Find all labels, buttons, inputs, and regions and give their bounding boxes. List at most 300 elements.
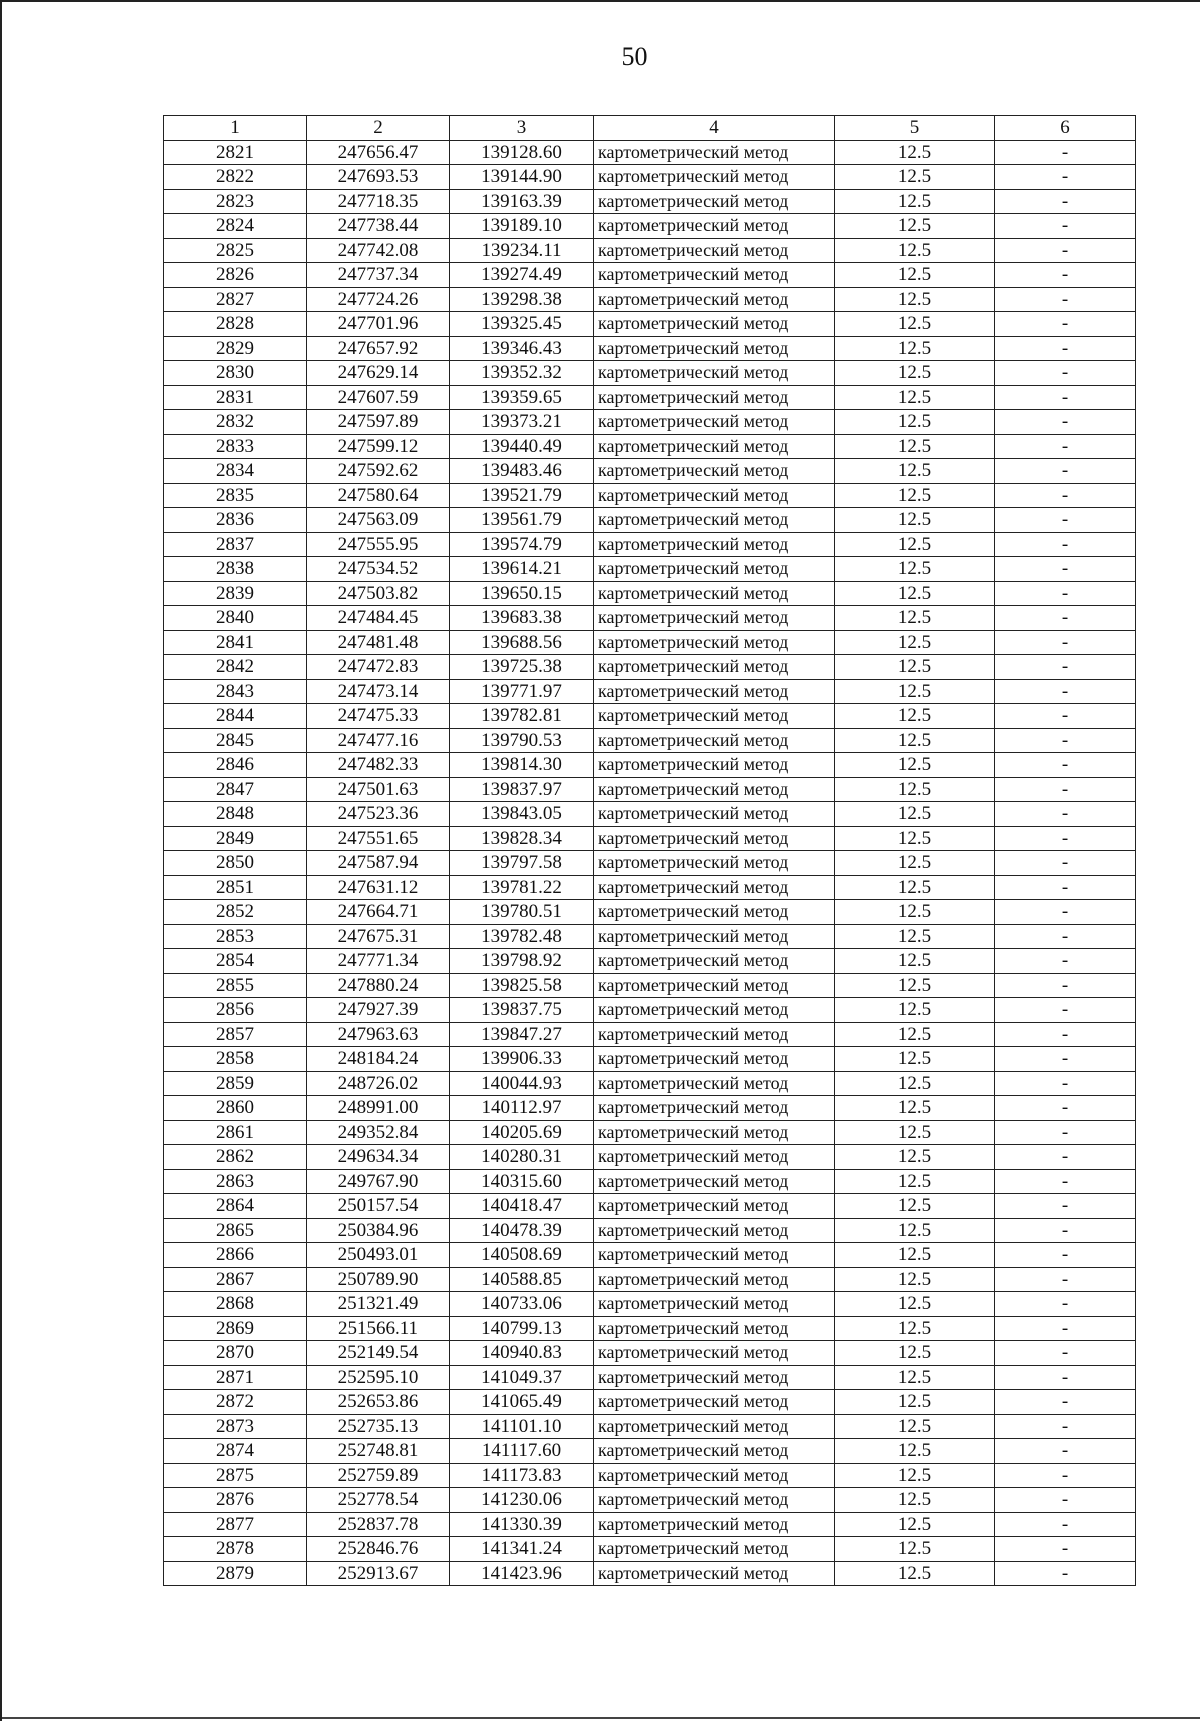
cell-coord-y: 139780.51 [450,900,594,925]
cell-point-number: 2829 [164,336,307,361]
table-row [164,214,1136,239]
table-row [164,777,1136,802]
cell-coord-y: 139782.81 [450,704,594,729]
table-row [164,1390,1136,1415]
coordinates-table [163,115,1136,1586]
cell-note: - [995,655,1136,680]
table-row [164,1096,1136,1121]
cell-point-number: 2839 [164,581,307,606]
cell-coord-y: 140588.85 [450,1267,594,1292]
cell-method: картометрический метод [594,1243,835,1268]
cell-note: - [995,826,1136,851]
cell-coord-x: 249767.90 [307,1169,450,1194]
table-row [164,557,1136,582]
cell-note: - [995,434,1136,459]
cell-note: - [995,189,1136,214]
table-row [164,336,1136,361]
cell-accuracy: 12.5 [835,728,995,753]
cell-point-number: 2876 [164,1488,307,1513]
cell-method: картометрический метод [594,581,835,606]
cell-coord-y: 139352.32 [450,361,594,386]
table-row [164,998,1136,1023]
cell-method: картометрический метод [594,630,835,655]
cell-coord-y: 139189.10 [450,214,594,239]
cell-method: картометрический метод [594,851,835,876]
table-row [164,1267,1136,1292]
cell-point-number: 2847 [164,777,307,802]
cell-note: - [995,728,1136,753]
cell-note: - [995,875,1136,900]
cell-note: - [995,459,1136,484]
cell-coord-x: 247963.63 [307,1022,450,1047]
cell-point-number: 2862 [164,1145,307,1170]
cell-accuracy: 12.5 [835,753,995,778]
cell-note: - [995,679,1136,704]
cell-method: картометрический метод [594,1365,835,1390]
cell-coord-y: 139847.27 [450,1022,594,1047]
cell-accuracy: 12.5 [835,1243,995,1268]
cell-point-number: 2865 [164,1218,307,1243]
cell-accuracy: 12.5 [835,1365,995,1390]
cell-method: картометрический метод [594,434,835,459]
cell-coord-x: 252759.89 [307,1463,450,1488]
table-row [164,753,1136,778]
cell-accuracy: 12.5 [835,1341,995,1366]
cell-coord-y: 141049.37 [450,1365,594,1390]
cell-coord-x: 247738.44 [307,214,450,239]
cell-accuracy: 12.5 [835,385,995,410]
table-row [164,704,1136,729]
cell-point-number: 2832 [164,410,307,435]
table-row [164,312,1136,337]
cell-coord-x: 247675.31 [307,924,450,949]
table-row [164,679,1136,704]
cell-accuracy: 12.5 [835,361,995,386]
cell-coord-x: 247927.39 [307,998,450,1023]
cell-note: - [995,630,1136,655]
cell-coord-x: 248991.00 [307,1096,450,1121]
cell-coord-y: 140733.06 [450,1292,594,1317]
cell-coord-y: 139614.21 [450,557,594,582]
table-row [164,238,1136,263]
cell-accuracy: 12.5 [835,238,995,263]
cell-point-number: 2856 [164,998,307,1023]
cell-coord-y: 139325.45 [450,312,594,337]
table-row [164,263,1136,288]
cell-accuracy: 12.5 [835,1292,995,1317]
cell-point-number: 2874 [164,1439,307,1464]
cell-coord-y: 141230.06 [450,1488,594,1513]
cell-coord-x: 247771.34 [307,949,450,974]
cell-point-number: 2821 [164,140,307,165]
table-row [164,949,1136,974]
table-row [164,1169,1136,1194]
cell-note: - [995,557,1136,582]
cell-point-number: 2869 [164,1316,307,1341]
cell-method: картометрический метод [594,1022,835,1047]
cell-accuracy: 12.5 [835,1390,995,1415]
cell-method: картометрический метод [594,704,835,729]
cell-accuracy: 12.5 [835,875,995,900]
cell-coord-x: 252595.10 [307,1365,450,1390]
cell-coord-x: 252913.67 [307,1561,450,1586]
table-row [164,1145,1136,1170]
table-row [164,361,1136,386]
cell-note: - [995,1022,1136,1047]
table-row [164,728,1136,753]
cell-point-number: 2873 [164,1414,307,1439]
table-row [164,900,1136,925]
cell-method: картометрический метод [594,1439,835,1464]
cell-method: картометрический метод [594,1169,835,1194]
cell-note: - [995,851,1136,876]
cell-accuracy: 12.5 [835,655,995,680]
cell-coord-x: 247587.94 [307,851,450,876]
cell-coord-y: 139782.48 [450,924,594,949]
header-cell-2: 2 [307,116,450,141]
cell-coord-x: 247523.36 [307,802,450,827]
cell-coord-y: 140940.83 [450,1341,594,1366]
cell-coord-y: 140508.69 [450,1243,594,1268]
cell-coord-x: 252837.78 [307,1512,450,1537]
cell-accuracy: 12.5 [835,165,995,190]
cell-coord-x: 247473.14 [307,679,450,704]
cell-coord-y: 139683.38 [450,606,594,631]
cell-accuracy: 12.5 [835,998,995,1023]
table-header [164,116,1136,141]
cell-accuracy: 12.5 [835,679,995,704]
page-number: 50 [621,42,648,71]
cell-point-number: 2854 [164,949,307,974]
cell-method: картометрический метод [594,802,835,827]
table-row [164,1120,1136,1145]
cell-coord-y: 141173.83 [450,1463,594,1488]
cell-note: - [995,508,1136,533]
cell-coord-x: 247597.89 [307,410,450,435]
cell-point-number: 2870 [164,1341,307,1366]
cell-coord-y: 139128.60 [450,140,594,165]
cell-accuracy: 12.5 [835,532,995,557]
cell-coord-y: 139825.58 [450,973,594,998]
table-row [164,189,1136,214]
table-row [164,655,1136,680]
cell-accuracy: 12.5 [835,1022,995,1047]
cell-coord-y: 141101.10 [450,1414,594,1439]
cell-coord-x: 250493.01 [307,1243,450,1268]
cell-method: картометрический метод [594,361,835,386]
table-row [164,1292,1136,1317]
table-row [164,1537,1136,1562]
cell-coord-y: 139790.53 [450,728,594,753]
cell-note: - [995,1145,1136,1170]
cell-coord-y: 140418.47 [450,1194,594,1219]
cell-point-number: 2830 [164,361,307,386]
scan-bottom-edge [2,1717,1200,1719]
cell-point-number: 2833 [164,434,307,459]
cell-coord-y: 139725.38 [450,655,594,680]
table-row [164,1243,1136,1268]
cell-note: - [995,924,1136,949]
cell-method: картометрический метод [594,532,835,557]
table-row [164,1316,1136,1341]
cell-note: - [995,1537,1136,1562]
cell-note: - [995,1561,1136,1586]
cell-coord-y: 139373.21 [450,410,594,435]
table-row [164,410,1136,435]
cell-method: картометрический метод [594,1512,835,1537]
table-row [164,1512,1136,1537]
table-row [164,1341,1136,1366]
cell-note: - [995,606,1136,631]
cell-method: картометрический метод [594,900,835,925]
cell-accuracy: 12.5 [835,581,995,606]
table-row [164,385,1136,410]
cell-coord-y: 141423.96 [450,1561,594,1586]
cell-note: - [995,1120,1136,1145]
cell-method: картометрический метод [594,557,835,582]
cell-coord-y: 141065.49 [450,1390,594,1415]
cell-coord-x: 252778.54 [307,1488,450,1513]
cell-point-number: 2828 [164,312,307,337]
cell-coord-y: 140205.69 [450,1120,594,1145]
cell-coord-x: 249634.34 [307,1145,450,1170]
cell-point-number: 2868 [164,1292,307,1317]
cell-coord-x: 247482.33 [307,753,450,778]
cell-accuracy: 12.5 [835,459,995,484]
cell-note: - [995,1463,1136,1488]
cell-point-number: 2861 [164,1120,307,1145]
cell-coord-y: 139359.65 [450,385,594,410]
cell-point-number: 2850 [164,851,307,876]
cell-point-number: 2858 [164,1047,307,1072]
cell-accuracy: 12.5 [835,1071,995,1096]
cell-point-number: 2834 [164,459,307,484]
cell-note: - [995,336,1136,361]
cell-method: картометрический метод [594,238,835,263]
table-row [164,1071,1136,1096]
cell-coord-x: 247631.12 [307,875,450,900]
cell-coord-x: 247481.48 [307,630,450,655]
cell-point-number: 2823 [164,189,307,214]
cell-point-number: 2848 [164,802,307,827]
table-row [164,1047,1136,1072]
cell-accuracy: 12.5 [835,949,995,974]
cell-method: картометрический метод [594,1341,835,1366]
cell-point-number: 2859 [164,1071,307,1096]
cell-point-number: 2831 [164,385,307,410]
cell-coord-y: 139781.22 [450,875,594,900]
table-row [164,140,1136,165]
cell-coord-y: 139574.79 [450,532,594,557]
table-row [164,1561,1136,1586]
cell-coord-x: 251566.11 [307,1316,450,1341]
cell-coord-y: 139798.92 [450,949,594,974]
cell-method: картометрический метод [594,165,835,190]
cell-point-number: 2835 [164,483,307,508]
cell-point-number: 2840 [164,606,307,631]
cell-accuracy: 12.5 [835,287,995,312]
cell-coord-y: 139144.90 [450,165,594,190]
cell-note: - [995,1071,1136,1096]
cell-point-number: 2878 [164,1537,307,1562]
cell-coord-y: 139521.79 [450,483,594,508]
cell-coord-y: 139298.38 [450,287,594,312]
cell-accuracy: 12.5 [835,1488,995,1513]
cell-method: картометрический метод [594,1218,835,1243]
table-row [164,924,1136,949]
cell-method: картометрический метод [594,336,835,361]
cell-note: - [995,1390,1136,1415]
cell-method: картометрический метод [594,508,835,533]
cell-note: - [995,998,1136,1023]
cell-coord-y: 140478.39 [450,1218,594,1243]
table-row [164,802,1136,827]
cell-accuracy: 12.5 [835,1169,995,1194]
cell-method: картометрический метод [594,1120,835,1145]
cell-coord-x: 252846.76 [307,1537,450,1562]
cell-note: - [995,1218,1136,1243]
cell-point-number: 2853 [164,924,307,949]
cell-coord-x: 247477.16 [307,728,450,753]
cell-accuracy: 12.5 [835,1414,995,1439]
cell-note: - [995,1439,1136,1464]
cell-point-number: 2872 [164,1390,307,1415]
cell-accuracy: 12.5 [835,1194,995,1219]
cell-method: картометрический метод [594,1267,835,1292]
cell-point-number: 2877 [164,1512,307,1537]
cell-accuracy: 12.5 [835,1145,995,1170]
cell-point-number: 2844 [164,704,307,729]
cell-accuracy: 12.5 [835,851,995,876]
cell-coord-x: 247629.14 [307,361,450,386]
table-row [164,1218,1136,1243]
cell-note: - [995,263,1136,288]
cell-point-number: 2837 [164,532,307,557]
table-row [164,581,1136,606]
cell-method: картометрический метод [594,777,835,802]
cell-accuracy: 12.5 [835,900,995,925]
cell-note: - [995,1047,1136,1072]
cell-point-number: 2845 [164,728,307,753]
cell-coord-x: 247880.24 [307,973,450,998]
cell-coord-x: 252653.86 [307,1390,450,1415]
cell-method: картометрический метод [594,1194,835,1219]
cell-coord-x: 247484.45 [307,606,450,631]
cell-method: картометрический метод [594,753,835,778]
cell-note: - [995,214,1136,239]
cell-coord-x: 247592.62 [307,459,450,484]
cell-point-number: 2871 [164,1365,307,1390]
cell-point-number: 2836 [164,508,307,533]
cell-coord-y: 140044.93 [450,1071,594,1096]
cell-note: - [995,973,1136,998]
cell-coord-y: 139771.97 [450,679,594,704]
cell-accuracy: 12.5 [835,336,995,361]
cell-point-number: 2860 [164,1096,307,1121]
cell-method: картометрический метод [594,728,835,753]
cell-method: картометрический метод [594,998,835,1023]
header-row [164,116,1136,141]
table-row [164,1194,1136,1219]
cell-method: картометрический метод [594,214,835,239]
cell-method: картометрический метод [594,140,835,165]
cell-method: картометрический метод [594,679,835,704]
cell-accuracy: 12.5 [835,1537,995,1562]
cell-point-number: 2851 [164,875,307,900]
cell-coord-x: 247580.64 [307,483,450,508]
table-row [164,1022,1136,1047]
cell-note: - [995,1488,1136,1513]
cell-point-number: 2841 [164,630,307,655]
cell-note: - [995,1512,1136,1537]
cell-accuracy: 12.5 [835,1267,995,1292]
cell-accuracy: 12.5 [835,434,995,459]
cell-note: - [995,1243,1136,1268]
cell-accuracy: 12.5 [835,214,995,239]
cell-coord-y: 139346.43 [450,336,594,361]
cell-note: - [995,1292,1136,1317]
table-row [164,1414,1136,1439]
cell-method: картометрический метод [594,875,835,900]
cell-coord-x: 247701.96 [307,312,450,337]
cell-accuracy: 12.5 [835,704,995,729]
cell-accuracy: 12.5 [835,606,995,631]
cell-method: картометрический метод [594,1096,835,1121]
cell-point-number: 2843 [164,679,307,704]
table-row [164,1439,1136,1464]
cell-accuracy: 12.5 [835,1439,995,1464]
cell-point-number: 2842 [164,655,307,680]
cell-accuracy: 12.5 [835,1561,995,1586]
cell-coord-x: 247657.92 [307,336,450,361]
cell-coord-x: 247501.63 [307,777,450,802]
cell-coord-y: 140799.13 [450,1316,594,1341]
cell-coord-x: 247475.33 [307,704,450,729]
cell-coord-x: 247718.35 [307,189,450,214]
cell-method: картометрический метод [594,1414,835,1439]
table-row [164,508,1136,533]
cell-note: - [995,385,1136,410]
table-row [164,165,1136,190]
cell-coord-x: 247693.53 [307,165,450,190]
header-cell-1: 1 [164,116,307,141]
table-row [164,973,1136,998]
cell-point-number: 2825 [164,238,307,263]
cell-note: - [995,1414,1136,1439]
table-row [164,606,1136,631]
cell-coord-x: 252149.54 [307,1341,450,1366]
cell-accuracy: 12.5 [835,483,995,508]
cell-note: - [995,777,1136,802]
cell-accuracy: 12.5 [835,508,995,533]
cell-accuracy: 12.5 [835,802,995,827]
cell-note: - [995,287,1136,312]
cell-note: - [995,1341,1136,1366]
cell-coord-y: 139561.79 [450,508,594,533]
cell-accuracy: 12.5 [835,924,995,949]
cell-point-number: 2875 [164,1463,307,1488]
cell-note: - [995,165,1136,190]
cell-accuracy: 12.5 [835,973,995,998]
cell-accuracy: 12.5 [835,1047,995,1072]
table-row [164,532,1136,557]
cell-point-number: 2864 [164,1194,307,1219]
cell-note: - [995,900,1136,925]
cell-coord-y: 139234.11 [450,238,594,263]
cell-note: - [995,1365,1136,1390]
cell-method: картометрический метод [594,1071,835,1096]
cell-method: картометрический метод [594,1292,835,1317]
